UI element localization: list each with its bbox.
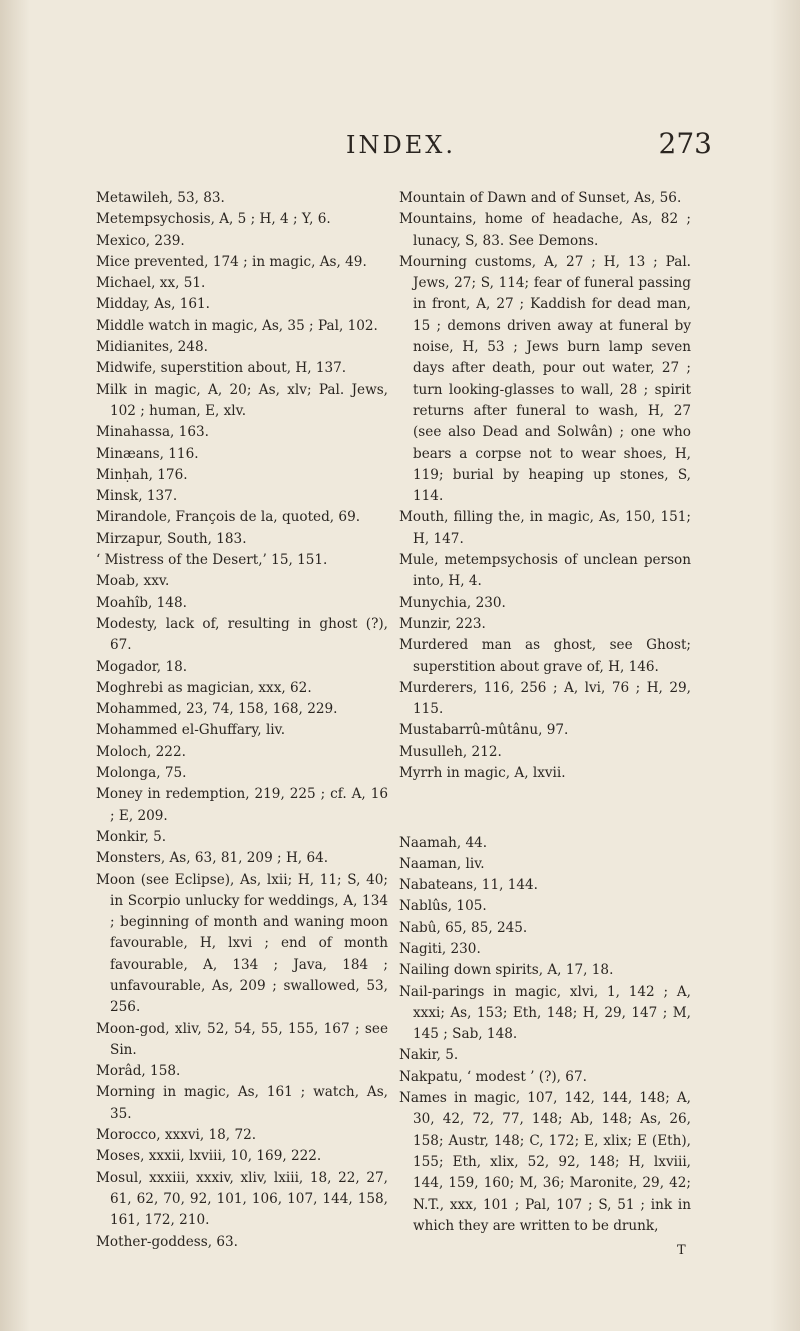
index-entry: Nail-parings in magic, xlvi, 1, 142 ; A, xxxi; As, 153; Eth, 148; H, 29, 147 ; M, 145 ; Sab, 148.: [399, 983, 691, 1043]
index-entry: Midwife, superstition about, H, 137.: [96, 360, 347, 377]
index-entry: Moahîb, 148.: [96, 594, 187, 611]
index-entry: Nabû, 65, 85, 245.: [399, 919, 528, 936]
index-entry: Mohammed, 23, 74, 158, 168, 229.: [96, 701, 338, 718]
index-entry: Modesty, lack of, resulting in ghost (?), 67.: [96, 615, 388, 654]
index-entry: Nabateans, 11, 144.: [399, 877, 538, 894]
page-header: [90, 127, 712, 167]
index-entry: Morning in magic, As, 161 ; watch, As, 35.: [96, 1084, 388, 1122]
index-entry: Mosul, xxxiii, xxxiv, xliv, lxiii, 18, 22, 27, 61, 62, 70, 92, 101, 106, 107, 144, 158, 161, 172, 210.: [96, 1169, 388, 1229]
index-entry: Musulleh, 212.: [399, 743, 502, 760]
index-entry: Metempsychosis, A, 5 ; H, 4 ; Y, 6.: [96, 211, 331, 228]
index-entry: ‘ Mistress of the Desert,’ 15, 151.: [96, 552, 328, 569]
index-entry: Mule, metempsychosis of unclean person into, H, 4.: [399, 552, 691, 590]
page-title: INDEX.: [346, 131, 456, 159]
index-entry: Morocco, xxxvi, 18, 72.: [96, 1127, 257, 1144]
page-shadow-left: [0, 0, 30, 1331]
index-entry: Moon (see Eclipse), As, lxii; H, 11; S, 40; in Scorpio unlucky for weddings, A, 134 ; beginning of month and waning moon favourable, H, lxvi ; end of month favourable, A, 134 ; Java, 184 ; unfavourable, As, 209 ; swallowed, 53, 256.: [96, 871, 388, 1016]
index-entry: Mountains, home of headache, As, 82 ; lunacy, S, 83. See Demons.: [399, 211, 691, 249]
index-entry: Mother-goddess, 63.: [96, 1233, 239, 1250]
index-entry: Mountain of Dawn and of Sunset, As, 56.: [399, 190, 682, 206]
index-entry: Murderers, 116, 256 ; A, lvi, 76 ; H, 29, 115.: [399, 679, 691, 718]
signature-mark: T: [677, 1243, 686, 1258]
index-entry: Nailing down spirits, A, 17, 18.: [399, 962, 614, 979]
index-entry: Minahassa, 163.: [96, 424, 209, 441]
index-entry: Moghrebi as magician, xxx, 62.: [96, 679, 312, 696]
index-entry: Mouth, filling the, in magic, As, 150, 151; H, 147.: [399, 509, 691, 547]
index-entry: Mexico, 239.: [96, 232, 185, 249]
index-entry: Monsters, As, 63, 81, 209 ; H, 64.: [96, 850, 329, 867]
index-column-left: [96, 188, 388, 1253]
index-entry: Money in redemption, 219, 225 ; cf. A, 16 ; E, 209.: [96, 786, 388, 824]
page-number: 273: [658, 127, 712, 160]
index-entry: Myrrh in magic, A, lxvii.: [399, 765, 566, 782]
index-entry: Metawileh, 53, 83.: [96, 190, 225, 206]
index-entry: Mohammed el-Ghuffary, liv.: [96, 722, 286, 739]
index-entry: Mustabarrû-mûtânu, 97.: [399, 722, 569, 739]
index-entry: Mirzapur, South, 183.: [96, 530, 247, 547]
index-entry: Naaman, liv.: [399, 855, 485, 872]
section-gap: [399, 798, 691, 819]
index-entry: Midianites, 248.: [96, 339, 208, 356]
index-entry: Moses, xxxii, lxviii, 10, 169, 222.: [96, 1148, 322, 1165]
page-shadow-right: [770, 0, 800, 1331]
index-entry: Molonga, 75.: [96, 765, 187, 782]
index-entry: Mice prevented, 174 ; in magic, As, 49.: [96, 253, 367, 270]
index-entry: Murdered man as ghost, see Ghost; superstition about grave of, H, 146.: [399, 637, 691, 675]
index-entry: Names in magic, 107, 142, 144, 148; A, 30, 42, 72, 77, 148; Ab, 148; As, 26, 158; Austr, 148; C, 172; E, xlix; E (Eth), 155; Eth, xlix, 52, 92, 148; H, lxviii, 144, 159, 160; M, 36; Maronite, 29, 42; N.T., xxx, 101 ; Pal, 107 ; S, 51 ; ink in which they are written to be drunk,: [399, 1090, 691, 1234]
index-entry: Munychia, 230.: [399, 594, 506, 611]
index-entry: Moon-god, xliv, 52, 54, 55, 155, 167 ; see Sin.: [96, 1020, 388, 1058]
index-column-right: [399, 188, 691, 1237]
index-entry: Milk in magic, A, 20; As, xlv; Pal. Jews, 102 ; human, E, xlv.: [96, 381, 388, 419]
index-entry: Nagiti, 230.: [399, 940, 481, 957]
index-entry: Munzir, 223.: [399, 615, 486, 632]
index-entry: Nakir, 5.: [399, 1047, 459, 1064]
index-entry: Moab, xxv.: [96, 573, 170, 590]
index-entry: Mirandole, François de la, quoted, 69.: [96, 509, 361, 526]
index-entry: Mourning customs, A, 27 ; H, 13 ; Pal. Jews, 27; S, 114; fear of funeral passing in front, A, 27 ; Kaddish for dead man, 15 ; demons driven away at funeral by noise, H, 53 ; Jews burn lamp seven days after death, pour out water, 27 ; turn looking-glasses to wall, 28 ; spirit returns after funeral to wash, H, 27 (see also Dead and Solwân) ; one who bears a corpse not to wear shoes, H, 119; burial by heaping up stones, S, 114.: [399, 253, 691, 505]
index-entry: Morâd, 158.: [96, 1063, 181, 1080]
index-entry: Monkir, 5.: [96, 828, 167, 845]
index-entry: Middle watch in magic, As, 35 ; Pal, 102.: [96, 317, 378, 334]
index-entry: Mogador, 18.: [96, 658, 188, 675]
index-entry: Michael, xx, 51.: [96, 275, 206, 292]
index-entry: Nablûs, 105.: [399, 898, 487, 915]
index-entry: Naamah, 44.: [399, 834, 488, 851]
index-entry: Minæans, 116.: [96, 445, 199, 462]
index-entry: Nakpatu, ‘ modest ’ (?), 67.: [399, 1068, 587, 1085]
index-entry: Midday, As, 161.: [96, 296, 210, 313]
index-entry: Minsk, 137.: [96, 488, 178, 505]
index-entry: Minḥah, 176.: [96, 466, 188, 483]
index-entry: Moloch, 222.: [96, 743, 186, 760]
